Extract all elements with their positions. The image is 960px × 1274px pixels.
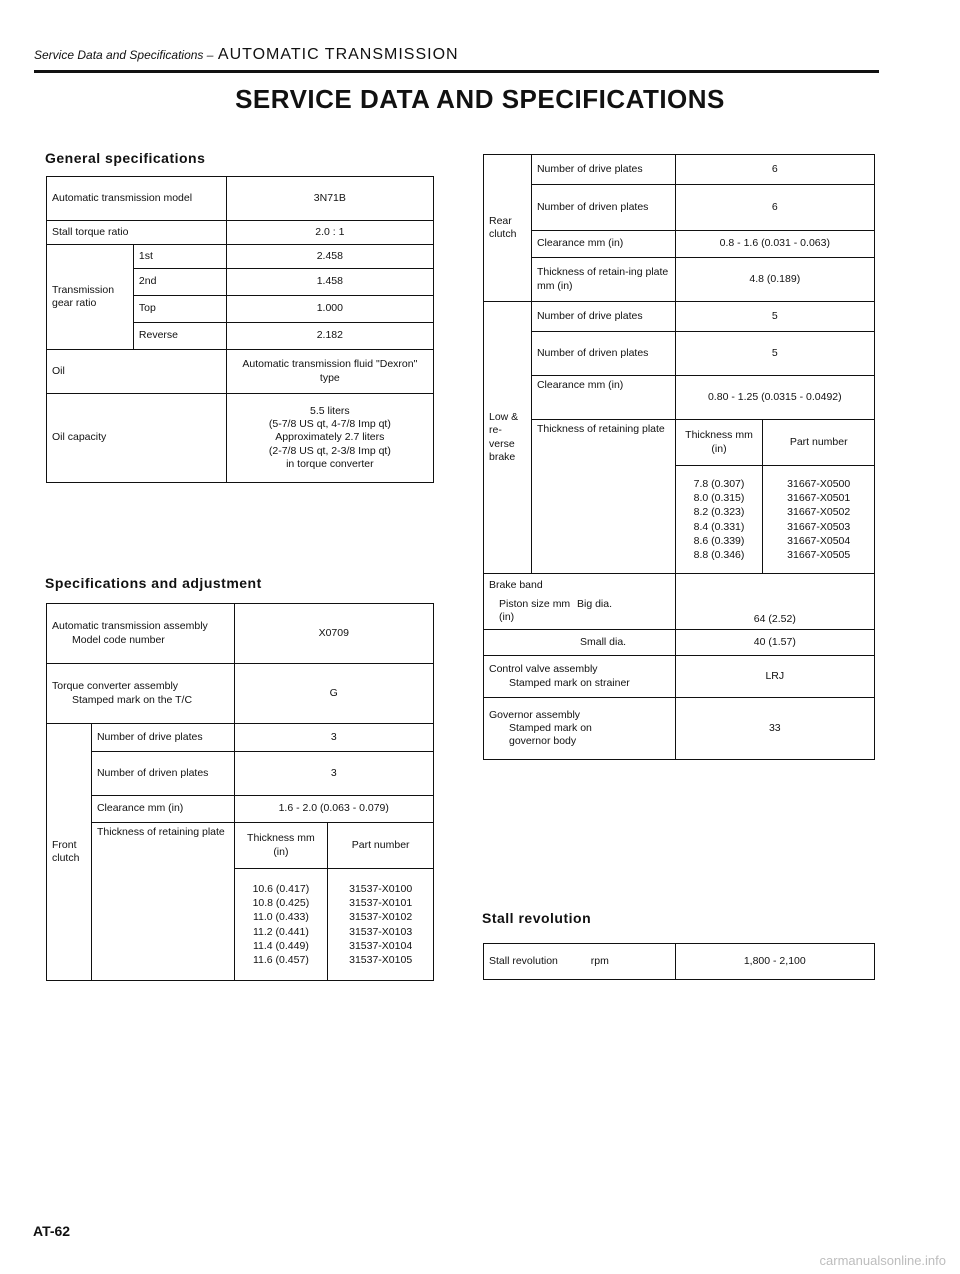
lr-thickness-label: Thickness of retaining plate	[531, 420, 675, 574]
model-code-value: X0709	[234, 604, 434, 664]
piston-size-label: Piston size mm (in)	[499, 597, 571, 624]
gear-name: 2nd	[133, 269, 226, 296]
fc-plate-thickness: 11.6 (0.457)	[252, 953, 309, 966]
rc-drive-label: Number of drive plates	[531, 155, 675, 185]
low-reverse-label: Low & re-verse brake	[484, 302, 532, 574]
fc-clearance-value: 1.6 - 2.0 (0.063 - 0.079)	[234, 796, 434, 823]
control-valve-cell	[484, 656, 676, 698]
big-dia-value: 64 (2.52)	[675, 574, 874, 630]
stall-heading: Stall revolution	[482, 910, 592, 926]
stall-table	[483, 943, 875, 980]
gear-ratio: 1.000	[226, 296, 433, 323]
right-specs-table	[483, 154, 875, 760]
lr-plate-thickness: 8.0 (0.315)	[693, 492, 745, 505]
fc-thickness-head: Thickness mm (in)	[234, 823, 328, 869]
gear-ratio-label: Transmission gear ratio	[47, 245, 134, 350]
lr-drive-value: 5	[675, 302, 874, 332]
gear-name: Reverse	[133, 323, 226, 350]
lr-driven-value: 5	[675, 332, 874, 376]
control-valve-mark-label: Stamped mark on strainer	[509, 676, 630, 689]
stall-value: 1,800 - 2,100	[675, 944, 874, 980]
header-section: AUTOMATIC TRANSMISSION	[217, 46, 459, 63]
watermark: carmanualsonline.info	[819, 1253, 946, 1268]
capacity-line: (5-7/8 US qt, 4-7/8 Imp qt)	[268, 418, 391, 431]
lr-plate-thickness: 7.8 (0.307)	[693, 477, 745, 490]
rc-drive-value: 6	[675, 155, 874, 185]
small-dia-label: Small dia.	[484, 630, 676, 656]
lr-part-head: Part number	[763, 420, 875, 466]
fc-thickness-label: Thickness of retaining plate	[91, 823, 234, 981]
lr-plate-part: 31667-X0505	[787, 548, 851, 561]
fc-clearance-label: Clearance mm (in)	[91, 796, 234, 823]
running-header	[34, 46, 459, 64]
fc-plate-part: 31537-X0103	[349, 925, 413, 938]
fc-plate-thickness: 11.2 (0.441)	[252, 925, 309, 938]
rc-clearance-value: 0.8 - 1.6 (0.031 - 0.063)	[675, 231, 874, 258]
rc-driven-value: 6	[675, 185, 874, 231]
tc-mark-value: G	[234, 664, 434, 724]
stall-unit: rpm	[590, 954, 609, 967]
tc-cell	[47, 664, 235, 724]
gear-name: Top	[133, 296, 226, 323]
fc-plate-part: 31537-X0101	[349, 897, 413, 910]
header-prefix: Service Data and Specifications –	[34, 48, 214, 62]
brake-band-cell	[484, 574, 676, 630]
rc-retain-label: Thickness of retain-ing plate mm (in)	[531, 258, 675, 302]
brake-band-label: Brake band	[489, 578, 543, 591]
general-table	[46, 176, 434, 483]
governor-label: Governor assembly	[489, 708, 581, 721]
lr-plate-thickness: 8.2 (0.323)	[693, 506, 745, 519]
capacity-line: in torque converter	[286, 457, 374, 470]
front-clutch-label: Front clutch	[47, 724, 92, 981]
control-valve-value: LRJ	[675, 656, 874, 698]
lr-plate-thickness: 8.6 (0.339)	[693, 534, 745, 547]
assembly-label: Automatic transmission assembly	[52, 620, 208, 633]
fc-plate-thickness: 11.4 (0.449)	[252, 939, 309, 952]
capacity-line: Approximately 2.7 liters	[275, 431, 385, 444]
assembly-cell	[47, 604, 235, 664]
tc-mark-label: Stamped mark on the T/C	[72, 693, 193, 706]
rc-clearance-label: Clearance mm (in)	[531, 231, 675, 258]
lr-thickness-list	[675, 466, 763, 574]
stall-ratio-label: Stall torque ratio	[47, 221, 227, 245]
rear-clutch-label: Rear clutch	[484, 155, 532, 302]
governor-mark-label: Stamped mark on governor body	[509, 721, 592, 748]
small-dia-value: 40 (1.57)	[675, 630, 874, 656]
fc-plate-part: 31537-X0102	[349, 911, 413, 924]
fc-plate-thickness: 10.8 (0.425)	[252, 897, 310, 910]
fc-drive-label: Number of drive plates	[91, 724, 234, 752]
gear-ratio: 1.458	[226, 269, 433, 296]
model-label: Automatic transmission model	[47, 177, 227, 221]
specs-table	[46, 603, 434, 981]
lr-thickness-head: Thickness mm (in)	[675, 420, 763, 466]
page-number: AT-62	[33, 1223, 71, 1239]
fc-plate-part: 31537-X0104	[349, 939, 413, 952]
gear-ratio: 2.458	[226, 245, 433, 269]
capacity-line: (2-7/8 US qt, 2-3/8 Imp qt)	[268, 444, 391, 457]
general-heading: General specifications	[45, 150, 206, 166]
lr-part-list	[763, 466, 875, 574]
fc-driven-value: 3	[234, 752, 434, 796]
capacity-line: 5.5 liters	[310, 405, 350, 418]
rc-retain-value: 4.8 (0.189)	[675, 258, 874, 302]
specs-heading: Specifications and adjustment	[45, 575, 262, 591]
stall-label: Stall revolution	[489, 954, 558, 967]
rc-driven-label: Number of driven plates	[531, 185, 675, 231]
lr-plate-thickness: 8.4 (0.331)	[693, 520, 745, 533]
lr-plate-part: 31667-X0501	[787, 492, 851, 505]
governor-cell	[484, 698, 676, 760]
oil-value: Automatic transmission fluid "Dexron" type	[226, 350, 433, 394]
lr-plate-part: 31667-X0500	[787, 477, 851, 490]
fc-plate-part: 31537-X0100	[349, 882, 413, 895]
capacity-label: Oil capacity	[47, 394, 227, 483]
fc-drive-value: 3	[234, 724, 434, 752]
control-valve-label: Control valve assembly	[489, 663, 598, 676]
lr-plate-part: 31667-X0503	[787, 520, 851, 533]
lr-clearance-label: Clearance mm (in)	[531, 376, 675, 420]
lr-plate-part: 31667-X0502	[787, 506, 851, 519]
lr-plate-thickness: 8.8 (0.346)	[693, 548, 745, 561]
fc-plate-thickness: 11.0 (0.433)	[252, 911, 309, 924]
lr-plate-part: 31667-X0504	[787, 534, 851, 547]
oil-label: Oil	[47, 350, 227, 394]
stall-label-cell	[484, 944, 676, 980]
gear-ratio: 2.182	[226, 323, 433, 350]
fc-thickness-list	[234, 869, 328, 981]
lr-drive-label: Number of drive plates	[531, 302, 675, 332]
header-rule	[34, 70, 879, 73]
big-dia-label: Big dia.	[577, 597, 613, 610]
gear-name: 1st	[133, 245, 226, 269]
fc-part-head: Part number	[328, 823, 434, 869]
page-title: SERVICE DATA AND SPECIFICATIONS	[235, 84, 725, 114]
model-value: 3N71B	[226, 177, 433, 221]
fc-plate-part: 31537-X0105	[349, 953, 413, 966]
tc-label: Torque converter assembly	[52, 680, 179, 693]
lr-clearance-value: 0.80 - 1.25 (0.0315 - 0.0492)	[675, 376, 874, 420]
fc-part-list	[328, 869, 434, 981]
fc-driven-label: Number of driven plates	[91, 752, 234, 796]
lr-driven-label: Number of driven plates	[531, 332, 675, 376]
governor-value: 33	[675, 698, 874, 760]
model-code-label: Model code number	[72, 633, 165, 646]
fc-plate-thickness: 10.6 (0.417)	[252, 882, 310, 895]
capacity-value	[226, 394, 433, 483]
stall-ratio-value: 2.0 : 1	[226, 221, 433, 245]
